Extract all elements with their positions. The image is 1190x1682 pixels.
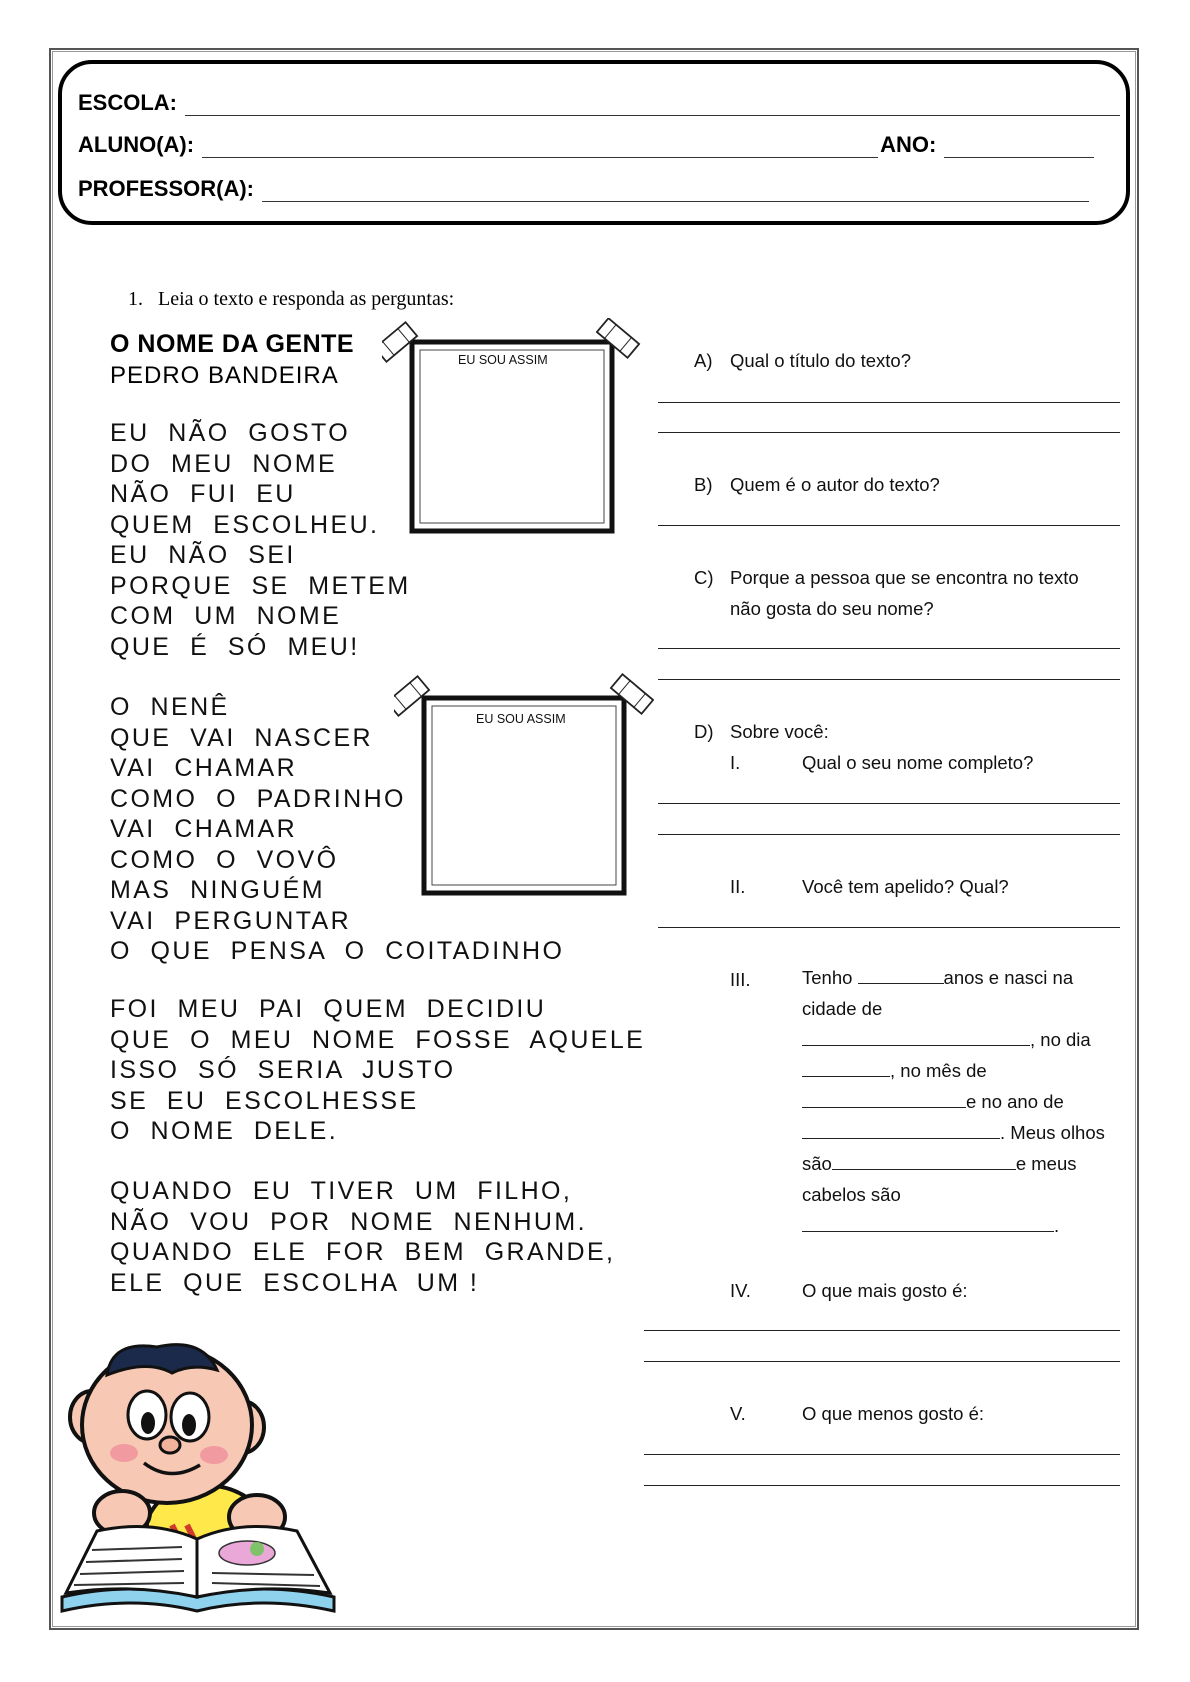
aluno-field[interactable] (202, 139, 878, 158)
question-a-text: Qual o título do texto? (730, 350, 912, 371)
question-a-marker: A) (694, 350, 713, 371)
item-iv-text: O que mais gosto é: (802, 1280, 968, 1301)
question-d-text: Sobre você: (730, 721, 829, 742)
question-c-line2: não gosta do seu nome? (730, 598, 934, 619)
instruction: 1. Leia o texto e responda as perguntas: (128, 288, 455, 310)
poem-title: O NOME DA GENTE (110, 330, 355, 358)
answer-line[interactable] (658, 927, 1120, 928)
poem-stanza-4: QUANDO EU TIVER UM FILHO, NÃO VOU POR NOME NENHUM. QUANDO ELE FOR BEM GRANDE, ELE QUE ESCOLHA UM ! (110, 1177, 616, 1297)
question-b-text: Quem é o autor do texto? (730, 474, 940, 495)
photo-frame-1 (382, 318, 642, 543)
escola-row (78, 90, 1120, 116)
escola-field[interactable] (185, 97, 1120, 116)
item-ii-marker: II. (730, 876, 746, 897)
fill-segment: . (1054, 1215, 1060, 1236)
answer-line[interactable] (658, 679, 1120, 680)
poem-stanza-1: EU NÃO GOSTO DO MEU NOME NÃO FUI EU QUEM ESCOLHEU. EU NÃO SEI PORQUE SE METEM COM UM NOME QUE É SÓ MEU! (110, 419, 411, 661)
fill-segment: , no mês de (890, 1060, 987, 1081)
answer-line[interactable] (644, 1485, 1120, 1486)
photo-frame-label: EU SOU ASSIM (476, 712, 566, 726)
photo-frame-label: EU SOU ASSIM (458, 353, 548, 367)
blank-age[interactable] (858, 966, 944, 984)
item-ii-text: Você tem apelido? Qual? (802, 876, 1009, 897)
item-iii-fill-text (802, 962, 1112, 1241)
item-i-text: Qual o seu nome completo? (802, 752, 1034, 773)
question-c-marker: C) (694, 567, 714, 588)
fill-segment: e no ano de (966, 1091, 1064, 1112)
ano-field[interactable] (944, 139, 1094, 158)
boy-reading-book-icon (52, 1335, 342, 1625)
aluno-label: ALUNO(A): (78, 132, 195, 157)
answer-line[interactable] (658, 648, 1120, 649)
poem-author: PEDRO BANDEIRA (110, 362, 339, 389)
photo-frame-icon (382, 318, 642, 543)
fill-segment: , no dia (1030, 1029, 1091, 1050)
answer-line[interactable] (658, 432, 1120, 433)
fill-segment: Tenho (802, 967, 858, 988)
answer-line[interactable] (644, 1330, 1120, 1331)
blank-eyes[interactable] (832, 1152, 1016, 1170)
answer-line[interactable] (658, 525, 1120, 526)
item-v-marker: V. (730, 1403, 746, 1424)
professor-label: PROFESSOR(A): (78, 176, 254, 201)
aluno-row (78, 132, 1094, 158)
fill-segment: anos e nasci na cidade de (802, 967, 1074, 1019)
question-b-marker: B) (694, 474, 713, 495)
blank-month[interactable] (802, 1090, 966, 1108)
escola-label: ESCOLA: (78, 90, 177, 115)
answer-line[interactable] (658, 803, 1120, 804)
poem-stanza-2: O NENÊ QUE VAI NASCER VAI CHAMAR COMO O PADRINHO VAI CHAMAR COMO O VOVÔ MAS NINGUÉM VAI PERGUNTAR O QUE PENSA O COITADINHO (110, 693, 565, 965)
fill-segment: . Meus olhos são (802, 1122, 1105, 1174)
blank-hair[interactable] (802, 1214, 1054, 1232)
photo-frame-2 (394, 672, 654, 904)
item-iii-marker: III. (730, 969, 751, 990)
answer-line[interactable] (658, 402, 1120, 403)
photo-frame-icon (394, 672, 654, 904)
question-c-line1: Porque a pessoa que se encontra no texto (730, 567, 1079, 588)
blank-year[interactable] (802, 1121, 1000, 1139)
answer-line[interactable] (658, 834, 1120, 835)
blank-city[interactable] (802, 1028, 1030, 1046)
item-i-marker: I. (730, 752, 741, 773)
header-box (58, 60, 1130, 225)
fill-segment: e meus cabelos são (802, 1153, 1077, 1205)
blank-day[interactable] (802, 1059, 890, 1077)
poem-stanza-3: FOI MEU PAI QUEM DECIDIU QUE O MEU NOME FOSSE AQUELE ISSO SÓ SERIA JUSTO SE EU ESCOLHESSE O NOME DELE. (110, 995, 646, 1145)
question-d-marker: D) (694, 721, 714, 742)
answer-line[interactable] (644, 1361, 1120, 1362)
professor-row (78, 176, 1089, 202)
ano-label: ANO: (880, 132, 937, 157)
item-iv-marker: IV. (730, 1280, 751, 1301)
answer-line[interactable] (644, 1454, 1120, 1455)
professor-field[interactable] (262, 183, 1089, 202)
item-v-text: O que menos gosto é: (802, 1403, 985, 1424)
